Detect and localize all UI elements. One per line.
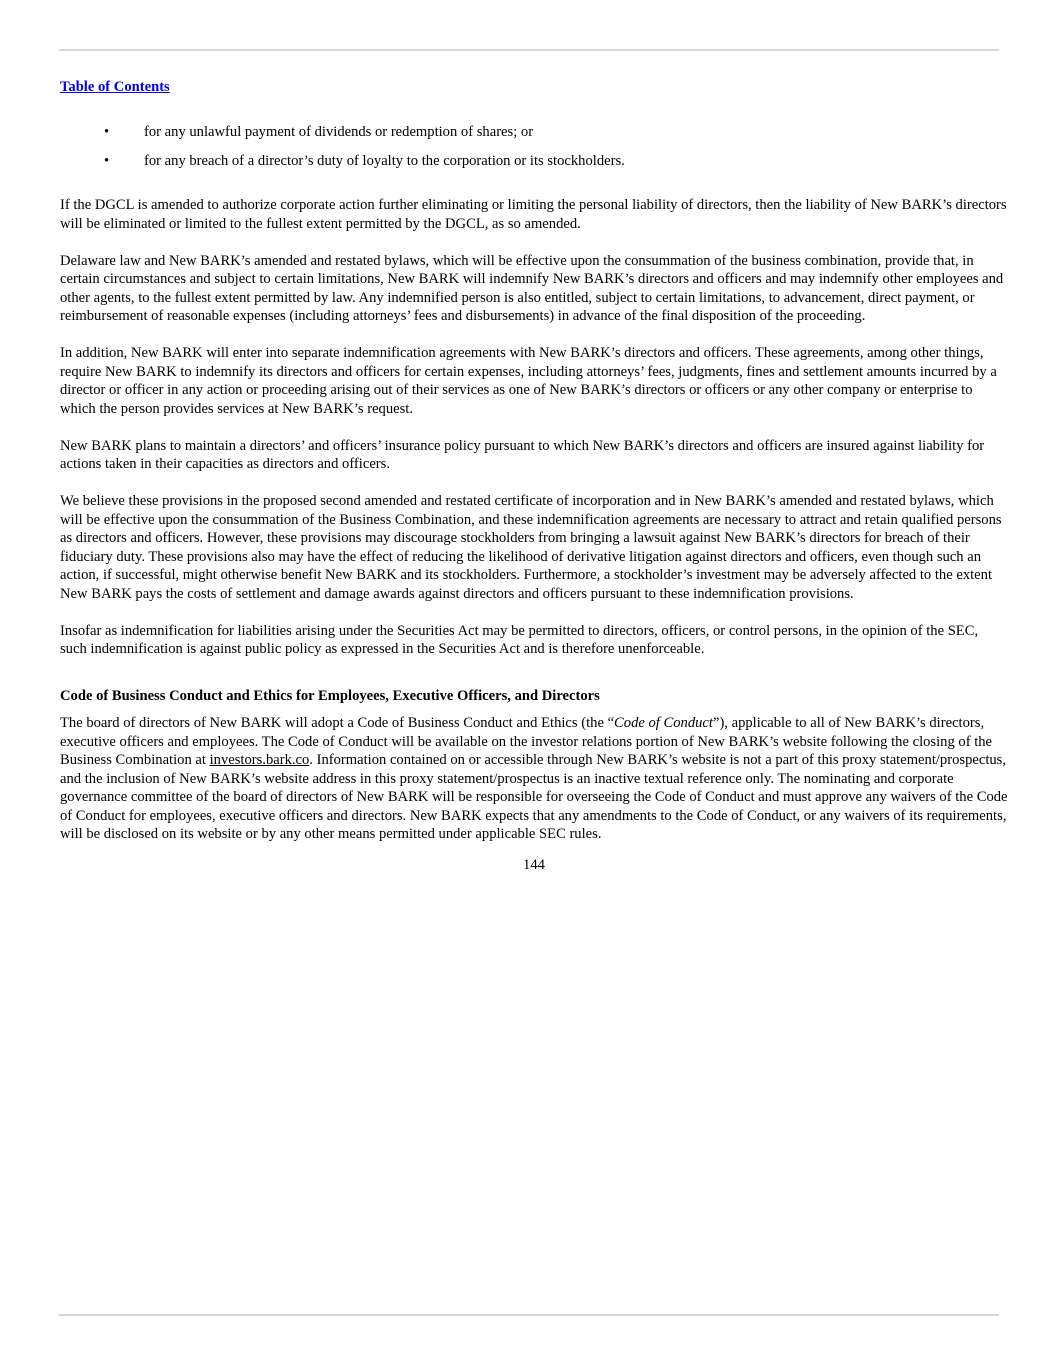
text: . Information contained on or accessible through New BARK’s website is not a part of this proxy statement/prospectus, and the inclusion of New BARK’s website address in this proxy statement/prospectus is an inactive textual reference only. The nominating and corporate governance committee of the board of directors of New BARK will be responsible for overseeing the Code of Conduct and must approve any waivers of the Code of Conduct for employees, executive officers and directors. New BARK expects that any amendments to the Code of Conduct, or any waivers of its requirements, will be disclosed on its website or by any other means permitted under applicable SEC rules. xyxy=(60,752,1008,842)
bullet-icon: • xyxy=(104,152,110,169)
text: ”), applicable to all of New BARK’s directors, executive officers and employees. The Code of Conduct will be available on the investor relations portion of New BARK’s website following the closing of the Business Combination at xyxy=(60,715,993,768)
paragraph: Delaware law and New BARK’s amended and restated bylaws, which will be effective upon the consummation of the business combination, provide that, in certain circumstances and subject to certain limitations, New BARK will indemnify New BARK’s directors and officers and may indemnify other employees and other agents, to the fullest extent permitted by law. Any indemnified person is also entitled, subject to certain limitations, to advancement, direct payment, or reimbursement of reasonable expenses (including attorneys’ fees and disbursements) in advance of the final disposition of the proceeding. xyxy=(60,252,1004,324)
bullet-text: for any unlawful payment of dividends or redemption of shares; or xyxy=(144,123,534,140)
paragraph: Insofar as indemnification for liabilities arising under the Securities Act may be permitted to directors, officers, or control persons, in the opinion of the SEC, such indemnification is against public policy as expressed in the Securities Act and is therefore unenforceable. xyxy=(60,622,979,657)
section-heading: Code of Business Conduct and Ethics for Employees, Executive Officers, and Directors xyxy=(60,687,600,704)
paragraph: If the DGCL is amended to authorize corporate action further eliminating or limiting the personal liability of directors, then the liability of New BARK’s directors will be eliminated or limited to the fullest extent permitted by the DGCL, as so amended. xyxy=(60,197,1007,232)
bullet-icon: • xyxy=(104,123,110,140)
paragraph: New BARK plans to maintain a directors’ and officers’ insurance policy pursuant to which New BARK’s directors and officers are insured against liability for actions taken in their capacities as directors and officers. xyxy=(60,437,985,472)
code-of-conduct-paragraph xyxy=(60,714,1008,844)
paragraph: We believe these provisions in the proposed second amended and restated certificate of incorporation and in New BARK’s amended and restated bylaws, which will be effective upon the consummation of the Business Combination, and these indemnification agreements are necessary to attract and retain qualified persons as directors and officers. However, these provisions may discourage stockholders from bringing a lawsuit against New BARK’s directors for breach of their fiduciary duty. These provisions also may have the effect of reducing the likelihood of derivative litigation against directors and officers, even though such an action, if successful, might otherwise benefit New BARK and its stockholders. Furthermore, a stockholder’s investment may be adversely affected to the extent New BARK pays the costs of settlement and damage awards against directors and officers pursuant to these indemnification provisions. xyxy=(60,493,1002,602)
list-item xyxy=(60,152,1008,171)
bullet-text: for any breach of a director’s duty of loyalty to the corporation or its stockholders. xyxy=(144,152,625,169)
page-number: 144 xyxy=(523,857,545,873)
document-body xyxy=(60,78,1008,875)
bottom-divider xyxy=(59,1314,999,1316)
website-link[interactable]: investors.bark.co xyxy=(209,752,310,768)
top-divider xyxy=(59,49,999,51)
text: The board of directors of New BARK will adopt a Code of Business Conduct and Ethics (the “ xyxy=(60,715,615,731)
italic-term: Code of Conduct xyxy=(614,715,713,731)
table-of-contents-link[interactable]: Table of Contents xyxy=(60,79,170,95)
paragraph: In addition, New BARK will enter into separate indemnification agreements with New BARK’s directors and officers. These agreements, among other things, require New BARK to indemnify its directors and officers for certain expenses, including attorneys’ fees, judgments, fines and settlement amounts incurred by a director or officer in any action or proceeding arising out of their services as one of New BARK’s directors or officers or any other company or enterprise to which the person provides services at New BARK’s request. xyxy=(60,345,997,417)
list-item xyxy=(60,123,1008,142)
